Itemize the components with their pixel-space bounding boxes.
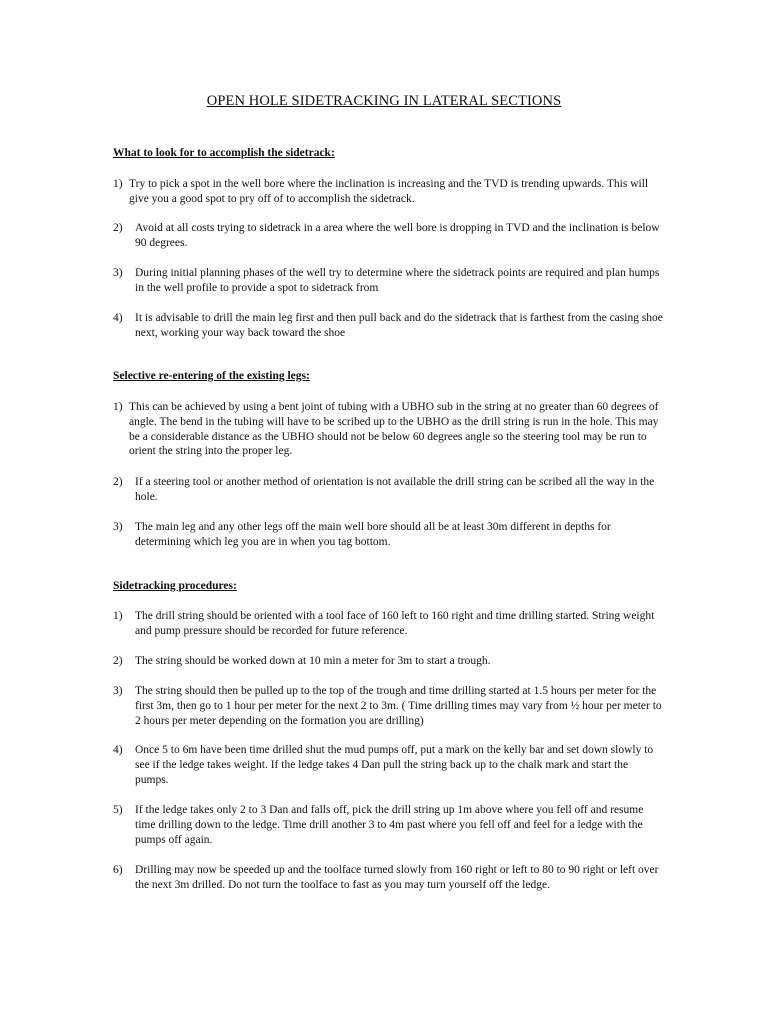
item-number: 2) <box>113 476 123 488</box>
list-item <box>113 803 663 847</box>
list-item <box>113 684 663 728</box>
item-number: 3) <box>113 685 123 697</box>
item-number: 4) <box>113 312 123 324</box>
item-number: 1) <box>113 610 123 622</box>
page-title: OPEN HOLE SIDETRACKING IN LATERAL SECTIONS <box>206 93 562 109</box>
item-text: During initial planning phases of the well try to determine where the sidetrack points are required and plan humps in the well profile to provide a spot to sidetrack from <box>135 267 660 294</box>
item-text: The string should be worked down at 10 min a meter for 3m to start a trough. <box>135 655 491 667</box>
list-item <box>113 177 663 207</box>
list-item <box>113 863 663 893</box>
item-text: Drilling may now be speeded up and the toolface turned slowly from 160 right or left to 80 to 90 right or left over the next 3m drilled. Do not turn the toolface to fast as you may turn yourself off the ledge. <box>135 864 659 891</box>
list-item <box>113 654 663 669</box>
item-number: 2) <box>113 655 123 667</box>
item-text: If a steering tool or another method of orientation is not available the drill string can be scribed all the way in the hole. <box>135 476 655 503</box>
list-item <box>113 266 663 296</box>
list-item <box>113 475 663 505</box>
item-text: The main leg and any other legs off the main well bore should all be at least 30m different in depths for determining which leg you are in when you tag bottom. <box>135 521 611 548</box>
list-item <box>113 221 663 251</box>
item-number: 1) <box>113 178 123 190</box>
section-heading-sidetracking-procedures: Sidetracking procedures: <box>113 580 237 592</box>
list-item <box>113 520 663 550</box>
item-number: 3) <box>113 267 123 279</box>
list-item <box>113 400 663 459</box>
item-text: Try to pick a spot in the well bore where the inclination is increasing and the TVD is trending upwards. This will give you a good spot to pry off of to accomplish the sidetrack. <box>129 178 649 205</box>
list-item <box>113 743 663 787</box>
item-text: Avoid at all costs trying to sidetrack in a area where the well bore is dropping in TVD and the inclination is below 90 degrees. <box>135 222 660 249</box>
item-text: The drill string should be oriented with a tool face of 160 left to 160 right and time drilling started. String weight and pump pressure should be recorded for future reference. <box>135 610 655 637</box>
section-heading-sidetrack-goals: What to look for to accomplish the sidetrack: <box>113 147 335 159</box>
item-text: The string should then be pulled up to the top of the trough and time drilling started at 1.5 hours per meter for the first 3m, then go to 1 hour per meter for the next 2 to 3m. ( Time drilling times may vary from ½ hour per meter to 2 hours per meter depending on the formation you are drilling) <box>135 685 662 727</box>
list-item <box>113 609 663 639</box>
item-text: Once 5 to 6m have been time drilled shut the mud pumps off, put a mark on the kelly bar and set down slowly to see if the ledge takes weight. If the ledge takes 4 Dan pull the string back up to the chalk mark and start the pumps. <box>135 744 654 786</box>
item-text: If the ledge takes only 2 to 3 Dan and falls off, pick the drill string up 1m above where you fell off and resume time drilling down to the ledge. Time drill another 3 to 4m past where you fell off and feel for a ledge with the pumps off again. <box>135 804 644 846</box>
item-number: 2) <box>113 222 123 234</box>
item-number: 1) <box>113 401 123 413</box>
item-number: 3) <box>113 521 123 533</box>
item-text: This can be achieved by using a bent joint of tubing with a UBHO sub in the string at no greater than 60 degrees of angle. The bend in the tubing will have to be scribed up to the UBHO as the drill string is run in the hole. This may be a considerable distance as the UBHO should not be below 60 degrees angle so the steering tool may be run to orient the string into the proper leg. <box>129 401 659 458</box>
list-item <box>113 311 663 341</box>
item-number: 5) <box>113 804 123 816</box>
section-heading-reentering-legs: Selective re-entering of the existing legs: <box>113 370 310 382</box>
item-number: 4) <box>113 744 123 756</box>
item-number: 6) <box>113 864 123 876</box>
item-text: It is advisable to drill the main leg first and then pull back and do the sidetrack that is farthest from the casing shoe next, working your way back toward the shoe <box>135 312 663 339</box>
